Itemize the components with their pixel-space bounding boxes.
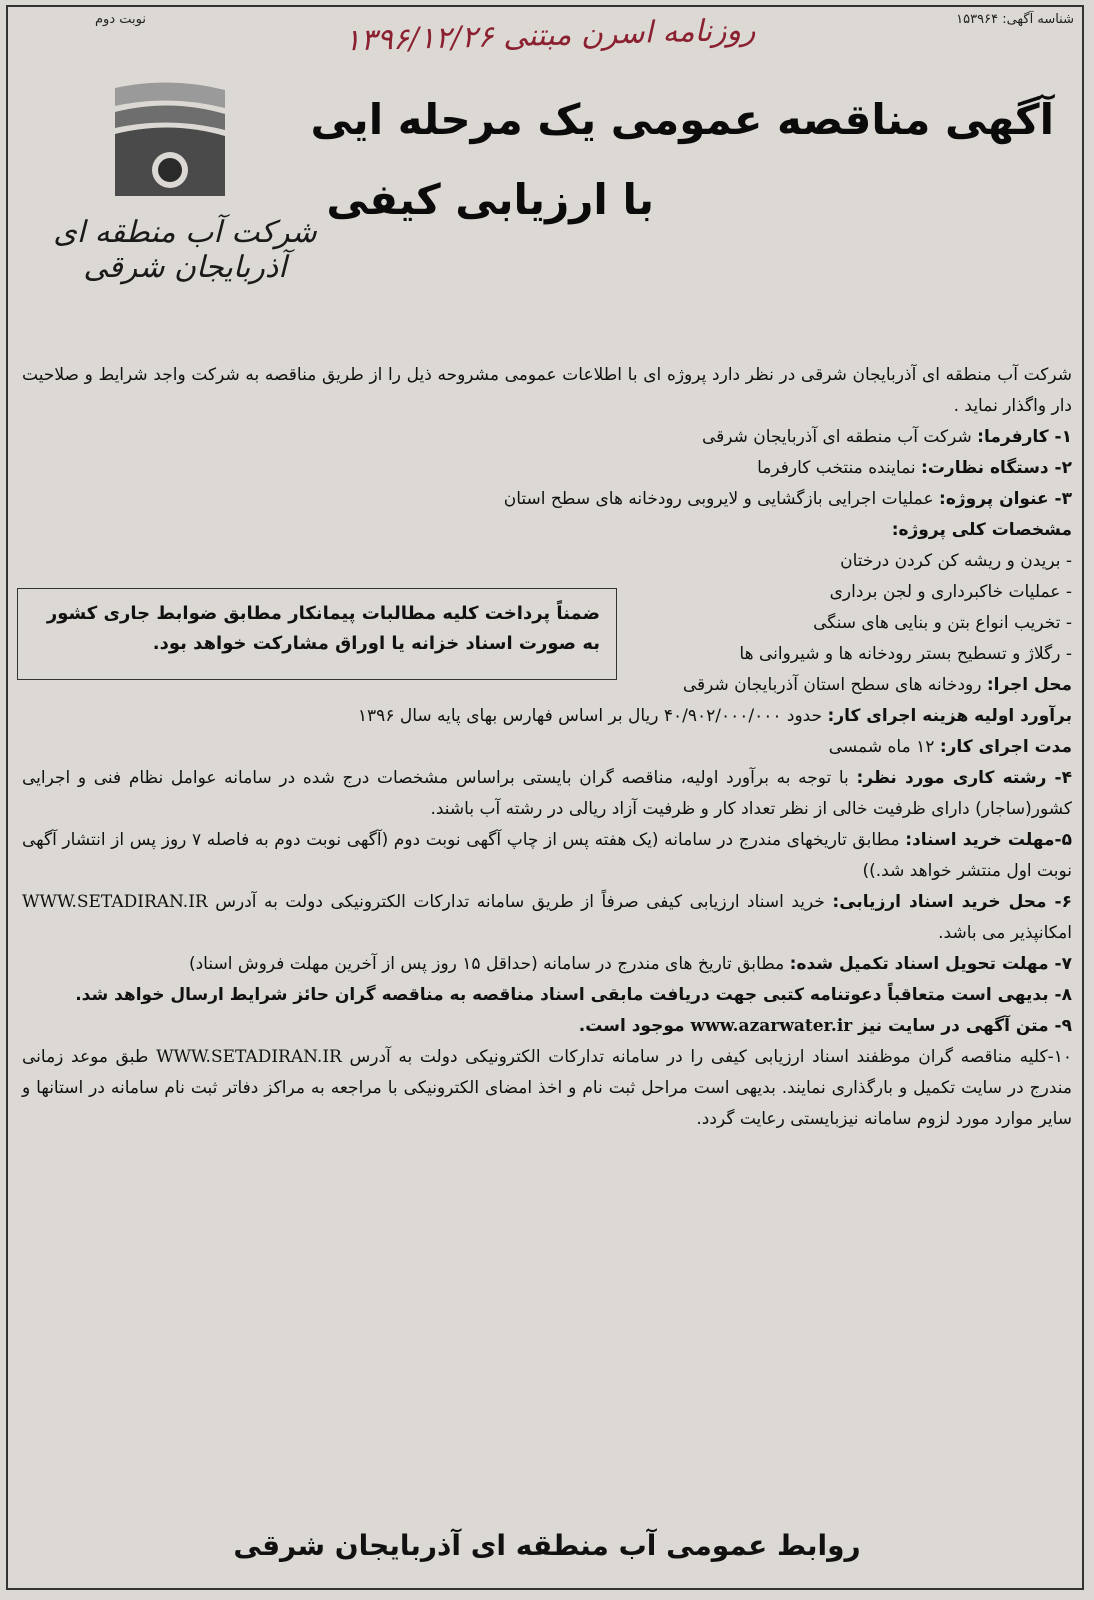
project-line [22, 484, 1072, 515]
spec-item: - تخریب انواع بتن و بنایی های سنگی [813, 613, 1072, 633]
field-value: با توجه به برآورد اولیه، مناقصه گران بایستی براساس مشخصات درج شده در سامانه عوامل نظام فنی و اجرایی کشور(ساجار) دارای ظرفیت خالی از نظر تعداد کار و ظرفیت آزاد ریالی در رشته آب باشند. [22, 768, 1072, 819]
purchase-tail: امکانپذیر می باشد. [938, 923, 1072, 943]
obligation-pre: ۱۰-کلیه مناقصه گران موظفند اسناد ارزیابی کیفی را در سامانه تدارکات الکترونیکی دولت به آدرس [349, 1047, 1073, 1067]
payment-notice-box: ضمناً پرداخت کلیه مطالبات پیمانکار مطابق ضوابط جاری کشور به صورت اسناد خزانه یا اوراق مشارکت خواهد بود. [17, 588, 617, 680]
duration-label: مدت اجرای کار: [939, 737, 1072, 757]
company-logotype: شرکت آب منطقه ای آذربایجان شرقی [53, 215, 317, 285]
supervisor-value: نماینده منتخب کارفرما [757, 458, 922, 478]
field-label: ۴- رشته کاری مورد نظر: [856, 768, 1072, 788]
ad-body [22, 360, 1072, 1135]
delivery-line [22, 949, 1072, 980]
delivery-value: مطابق تاریخ های مندرج در سامانه (حداقل ۱۵ روز پس از آخرین مهلت فروش اسناد) [188, 954, 790, 974]
spec-item: - رگلاژ و تسطیح بستر رودخانه ها و شیروانی ها [739, 644, 1072, 664]
purchase-url: WWW.SETADIRAN.IR [22, 892, 208, 912]
field-line [22, 763, 1072, 825]
delivery-label: ۷- مهلت تحویل اسناد تکمیل شده: [789, 954, 1072, 974]
employer-value: شرکت آب منطقه ای آذربایجان شرقی [701, 427, 978, 447]
duration-value: ۱۲ ماه شمسی [828, 737, 940, 757]
invite-line: ۸- بدیهی است متعاقباً دعوتنامه کتبی جهت دریافت مابقی اسناد مناقصه به مناقصه گران حائز شرایط ارسال خواهد شد. [75, 985, 1072, 1005]
ad-subtitle: با ارزیابی کیفی [326, 175, 654, 224]
location-label: محل اجرا: [986, 675, 1072, 695]
supervisor-label: ۲- دستگاه نظارت: [921, 458, 1072, 478]
public-relations-footer: روابط عمومی آب منطقه ای آذربایجان شرقی [233, 1529, 861, 1562]
duration-line [22, 732, 1072, 763]
cost-value: حدود ۴۰/۹۰۲/۰۰۰/۰۰۰ ریال بر اساس فهارس بهای پایه سال ۱۳۹۶ [357, 706, 828, 726]
specs-heading: مشخصات کلی پروژه: [891, 520, 1072, 540]
obligation-url: WWW.SETADIRAN.IR [156, 1047, 342, 1067]
water-company-logo-icon [95, 78, 245, 213]
deadline-value: مطابق تاریخهای مندرج در سامانه (یک هفته پس از چاپ آگهی نوبت دوم (آگهی نوبت دوم به فاصله ۷ روز پس از انتشار آگهی نوبت اول منتشر خواهد شد.)) [22, 830, 1072, 881]
deadline-label: ۵-مهلت خرید اسناد: [905, 830, 1072, 850]
purchase-label: ۶- محل خرید اسناد ارزیابی: [832, 892, 1073, 912]
purchase-line [22, 887, 1072, 949]
site-post: موجود است. [578, 1016, 691, 1036]
spec-item: - عملیات خاکبرداری و لجن برداری [829, 582, 1072, 602]
supervisor-line [22, 453, 1072, 484]
cost-label: برآورد اولیه هزینه اجرای کار: [827, 706, 1072, 726]
employer-line [22, 422, 1072, 453]
site-pre: ۹- متن آگهی در سایت نیز [852, 1016, 1072, 1036]
intro-paragraph: شرکت آب منطقه ای آذربایجان شرقی در نظر دارد پروژه ای با اطلاعات عمومی مشروحه ذیل را از طریق مناقصه به شرکت واجد شرایط و صلاحیت دار واگذار نماید . [22, 365, 1072, 416]
project-label: ۳- عنوان پروژه: [939, 489, 1072, 509]
ad-id: شناسه آگهی: ۱۵۳۹۶۴ [956, 12, 1074, 27]
ad-title: آگهی مناقصه عمومی یک مرحله ایی [310, 95, 1054, 144]
employer-label: ۱- کارفرما: [977, 427, 1072, 447]
site-line [22, 1011, 1072, 1042]
publication-round: نوبت دوم [95, 12, 146, 27]
deadline-line [22, 825, 1072, 887]
spec-item: - بریدن و ریشه کن کردن درختان [840, 551, 1072, 571]
obligation-line [22, 1042, 1072, 1135]
site-url: www.azarwater.ir [690, 1016, 853, 1036]
obligation-post: طبق موعد زمانی مندرج در سایت تکمیل و بارگذاری نمایند. بدیهی است مراحل ثبت نام و اخذ امضای الکترونیکی با مراجعه به مراکز دفاتر ثبت نام سامانه در استانها و سایر موارد مورد لزوم سامانه نیزبایستی رعایت گردد. [22, 1047, 1072, 1129]
location-value: رودخانه های سطح استان آذربایجان شرقی [682, 675, 987, 695]
project-value: عملیات اجرایی بازگشایی و لایروبی رودخانه های سطح استان [503, 489, 940, 509]
handwritten-note: روزنامه اسرن مبتنی ۱۳۹۶/۱۲/۲۶ [344, 12, 756, 59]
cost-line [22, 701, 1072, 732]
purchase-value: خرید اسناد ارزیابی کیفی صرفاً از طریق سامانه تدارکات الکترونیکی دولت به آدرس [215, 892, 833, 912]
